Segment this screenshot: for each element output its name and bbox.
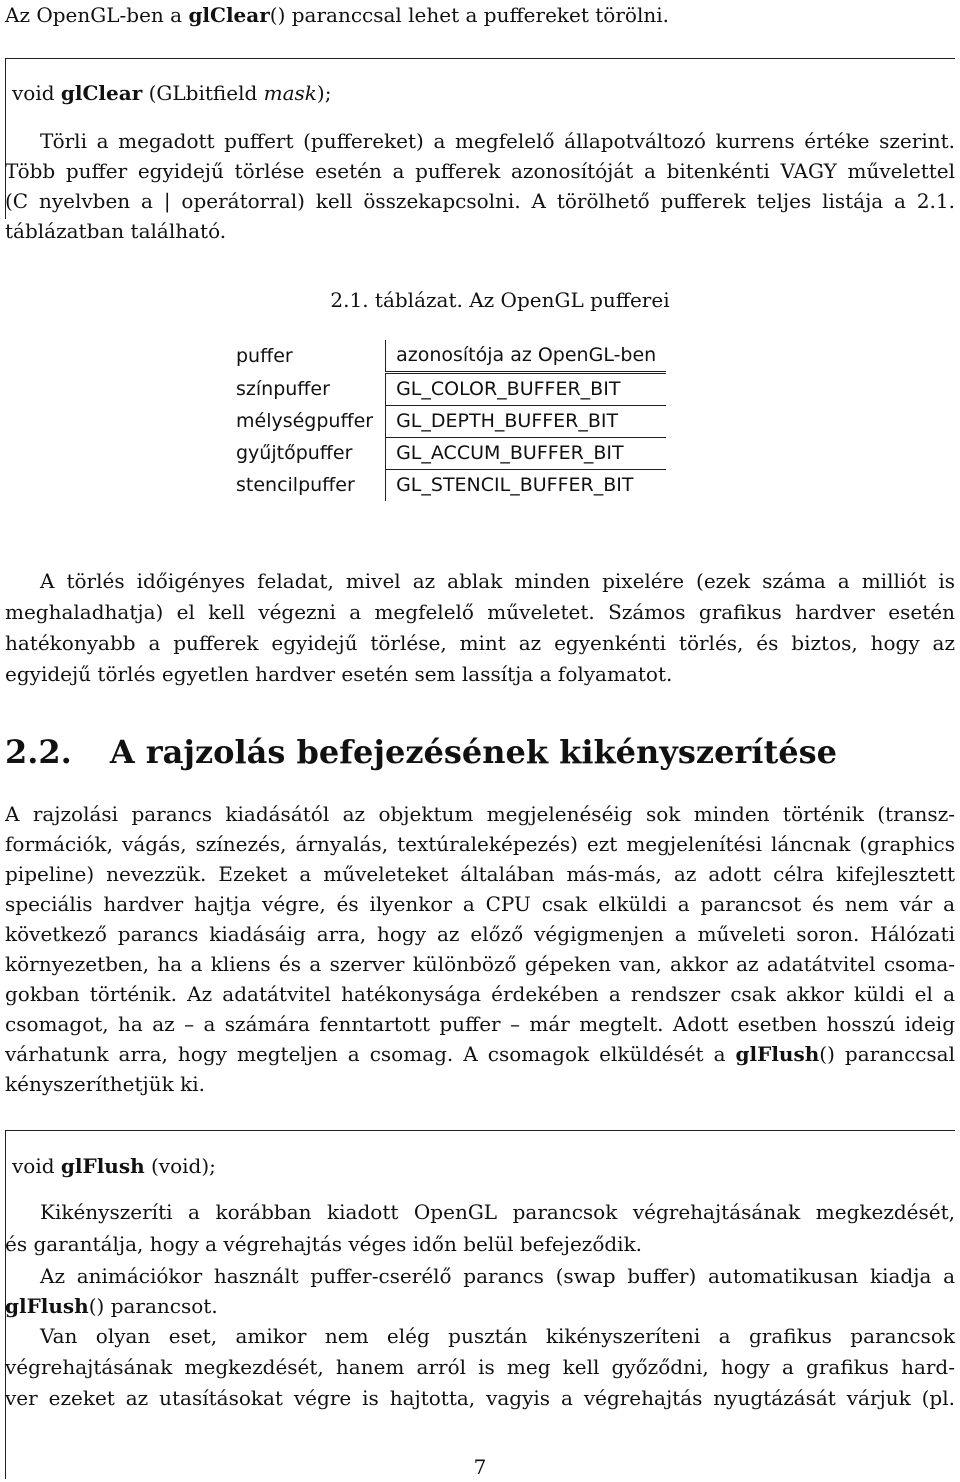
glflush-desc-line-6: végrehajtásának megkezdését, hanem arról is meg kell győződni, hogy a grafikus hard-	[5, 1355, 955, 1379]
table-row	[236, 373, 666, 406]
paragraph2-line-9: várhatunk arra, hogy megteljen a csomag. A csomagok elküldését a glFlush() paranccsal	[5, 1042, 955, 1066]
function-name: glClear	[188, 3, 270, 27]
paragraph2-line-3: pipeline) nevezzük. Ezeket a műveleteket általában más-más, az adott célra kifejlesztett	[5, 862, 955, 886]
glclear-desc-line-3: (C nyelvben a | operátorral) kell összekapcsolni. A törölhető pufferek teljes listája a 2.1.	[5, 189, 955, 213]
paragraph2-line-6: környezetben, ha a kliens és a szerver különböző gépeken van, akkor az adatátvitel csoma-	[5, 952, 955, 976]
function-name: glFlush	[5, 1294, 89, 1318]
paragraph2-line-10: kényszeríthetjük ki.	[5, 1072, 205, 1096]
table-cell-id: GL_STENCIL_BUFFER_BIT	[396, 474, 634, 496]
glclear-desc-line-4: táblázatban található.	[5, 219, 227, 243]
glclear-signature: void glClear (GLbitfield mask);	[12, 81, 332, 105]
paragraph1-line-4: egyidejű törlés egyetlen hardver esetén sem lassítja a folyamatot.	[5, 662, 673, 686]
glflush-desc-line-1: Kikényszeríti a korábban kiadott OpenGL parancsok végrehajtásának megkezdését,	[40, 1200, 955, 1224]
glclear-desc-line-1: Törli a megadott puffert (puffereket) a megfelelő állapotváltozó kurrens értéke szerint.	[40, 129, 955, 153]
table-cell-id: GL_COLOR_BUFFER_BIT	[386, 373, 667, 406]
table-cell-buffer: gyűjtőpuffer	[236, 438, 386, 470]
glflush-desc-line-5: Van olyan eset, amikor nem elég pusztán kikényszeríteni a grafikus parancsok	[40, 1324, 955, 1348]
section-number: 2.2.	[5, 733, 72, 771]
glflush-desc-line-4: glFlush() parancsot.	[5, 1294, 218, 1318]
buffers-table	[236, 340, 666, 501]
table-header-id: azonosítója az OpenGL-ben	[386, 340, 667, 373]
table-cell-buffer: mélységpuffer	[236, 406, 386, 438]
section-heading	[5, 732, 837, 772]
table-header-row	[236, 340, 666, 373]
paragraph2-line-1: A rajzolási parancs kiadásától az objektum megjelenéséig sok minden történik (transz-	[5, 802, 955, 826]
table-row	[236, 406, 666, 438]
table-cell-id: GL_DEPTH_BUFFER_BIT	[386, 406, 667, 438]
paragraph1-line-2: meghaladhatja) el kell végezni a megfelelő műveletet. Számos grafikus hardver esetén	[5, 600, 955, 624]
paragraph2-line-4: speciális hardver hajtja végre, és ilyenkor a CPU csak elküldi a parancsot és nem vár a	[5, 892, 955, 916]
section-title: A rajzolás befejezésének kikényszerítése	[109, 733, 837, 771]
table-row	[236, 470, 666, 502]
table-row	[236, 438, 666, 470]
paragraph2-line-8: csomagot, ha az – a számára fenntartott puffer – már megtelt. Adott esetben hosszú ideig	[5, 1012, 955, 1036]
glflush-desc-line-7: ver ezeket az utasításokat végre is hajtotta, vagyis a végrehajtás nyugtázását várjuk (pl.	[5, 1386, 955, 1410]
function-name: glFlush	[735, 1042, 820, 1066]
paragraph2-line-7: gokban történik. Az adatátvitel hatékonysága érdekében a rendszer csak akkor küldi el a	[5, 982, 955, 1006]
paragraph1-line-1: A törlés időigényes feladat, mivel az ablak minden pixelére (ezek száma a milliót is	[40, 569, 955, 593]
table-header-puffer: puffer	[236, 340, 386, 373]
table-cell-buffer: stencilpuffer	[236, 470, 386, 502]
table-caption: 2.1. táblázat. Az OpenGL pufferei	[330, 288, 670, 312]
glflush-desc-line-3: Az animációkor használt puffer-cserélő parancs (swap buffer) automatikusan kiadja a	[40, 1264, 955, 1288]
glclear-desc-line-2: Több puffer egyidejű törlése esetén a pufferek azonosítóját a bitenkénti VAGY művelettel	[5, 159, 955, 183]
intro-line: Az OpenGL-ben a glClear() paranccsal lehet a puffereket törölni.	[5, 3, 669, 27]
paragraph2-line-2: formációk, vágás, színezés, árnyalás, textúraleképezés) ezt megjelenítési láncnak (graphics	[5, 832, 955, 856]
paragraph1-line-3: hatékonyabb a pufferek egyidejű törlése, mint az egyenkénti törlés, és biztos, hogy az	[5, 631, 955, 655]
glflush-signature: void glFlush (void);	[12, 1154, 216, 1178]
paragraph2-line-5: következő parancs kiadásáig arra, hogy az előző végigmenjen a műveleti soron. Hálózati	[5, 922, 955, 946]
glflush-desc-line-2: és garantálja, hogy a végrehajtás véges időn belül befejeződik.	[5, 1232, 643, 1256]
page-number: 7	[473, 1455, 487, 1479]
table-cell-buffer: színpuffer	[236, 373, 386, 406]
table-cell-id: GL_ACCUM_BUFFER_BIT	[386, 438, 667, 470]
